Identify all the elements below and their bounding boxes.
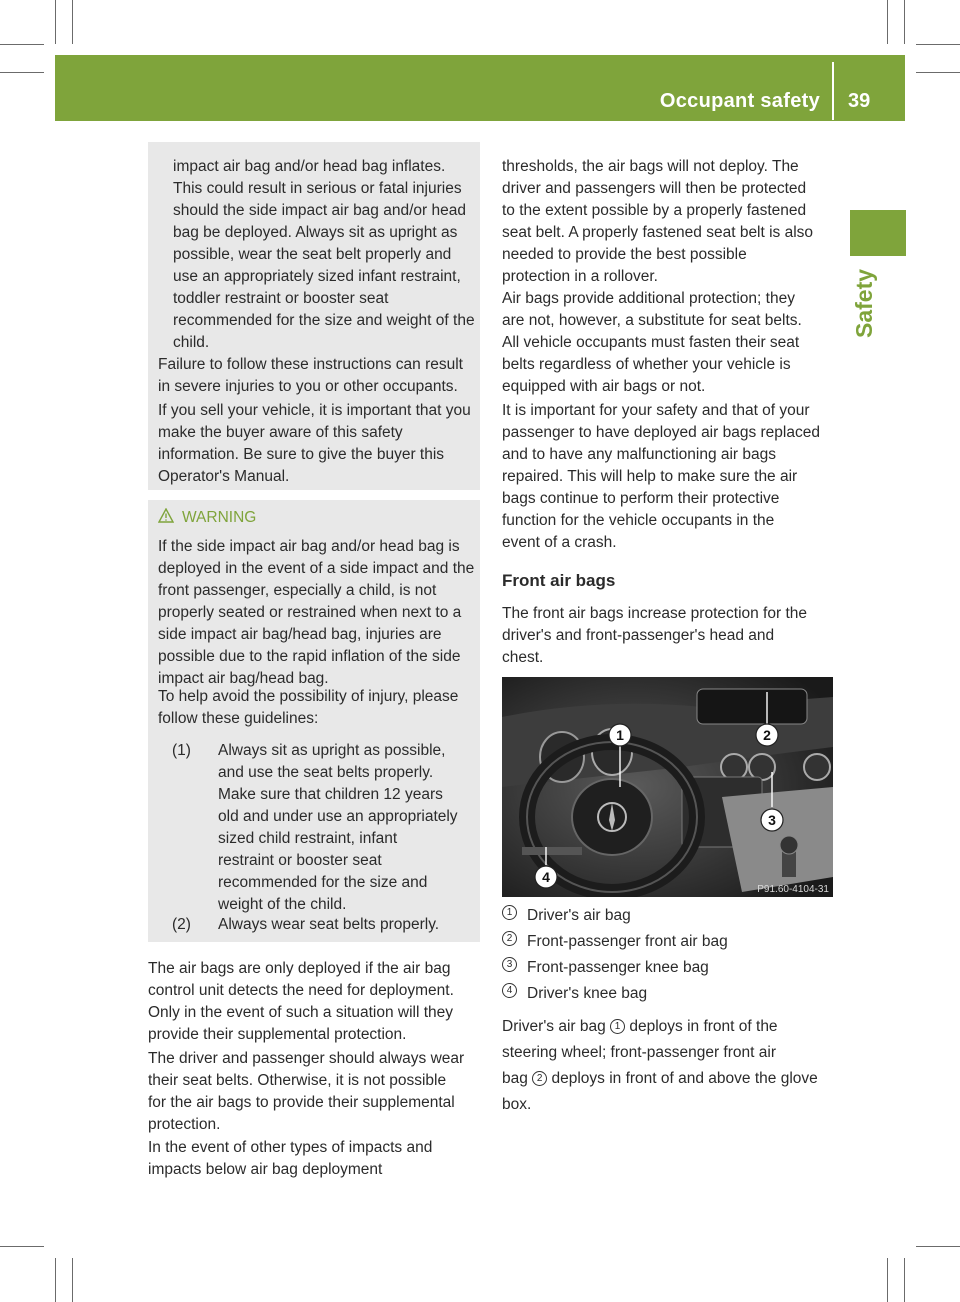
text-line: To help avoid the possibility of injury, please bbox=[158, 688, 459, 705]
text-line: Always wear seat belts properly. bbox=[218, 916, 440, 933]
crop-mark bbox=[0, 44, 44, 45]
text-line: restraint or booster seat bbox=[218, 852, 382, 869]
header-divider bbox=[832, 62, 834, 120]
text-line: It is important for your safety and that of your bbox=[502, 402, 810, 419]
text-line: make the buyer aware of this safety bbox=[158, 424, 403, 441]
text-line: should the side impact air bag and/or head bbox=[173, 202, 466, 219]
callout-number: 2 bbox=[502, 931, 517, 946]
text-line: seat belt. A properly fastened seat belt is also bbox=[502, 224, 814, 241]
text-line: and use the seat belts properly. bbox=[218, 764, 434, 781]
text-line: All vehicle occupants must fasten their seat bbox=[502, 334, 800, 351]
final-text-b: deploys in front of the bbox=[625, 1018, 778, 1035]
text-line: for the air bags to provide their supplemental bbox=[148, 1094, 455, 1111]
dashboard-illustration bbox=[502, 677, 833, 897]
body-paragraph-2 bbox=[148, 1048, 483, 1136]
text-line: The air bags are only deployed if the air bag bbox=[148, 960, 451, 977]
text-line: Failure to follow these instructions can result bbox=[158, 356, 463, 373]
callout-number: 4 bbox=[502, 983, 517, 998]
dashboard-photo bbox=[502, 677, 833, 897]
right-paragraph-4 bbox=[502, 603, 837, 669]
text-line: Make sure that children 12 years bbox=[218, 786, 443, 803]
text-line: The driver and passenger should always wear bbox=[148, 1050, 465, 1067]
section-heading: Front air bags bbox=[502, 571, 616, 590]
text-line: recommended for the size and bbox=[218, 874, 428, 891]
text-line: bags continue to perform their protective bbox=[502, 490, 780, 507]
text-line: possible, wear the seat belt properly and bbox=[173, 246, 452, 263]
photo-callout-1: 1 bbox=[616, 727, 624, 743]
warning-paragraph-1 bbox=[158, 536, 478, 690]
crop-mark bbox=[887, 1258, 888, 1302]
photo-callout-4: 4 bbox=[542, 869, 550, 885]
crop-mark bbox=[72, 0, 73, 44]
box1-text bbox=[173, 156, 478, 354]
text-line: Always sit as upright as possible, bbox=[218, 742, 446, 759]
right-paragraph-3 bbox=[502, 400, 837, 554]
legend-label: Front-passenger front air bag bbox=[527, 933, 728, 950]
text-line: repaired. This will help to make sure the air bbox=[502, 468, 798, 485]
text-line: to the extent possible by a properly fastened bbox=[502, 202, 807, 219]
text-line: In the event of other types of impacts and bbox=[148, 1139, 433, 1156]
text-line: Only in the event of such a situation will they bbox=[148, 1004, 453, 1021]
crop-mark bbox=[887, 0, 888, 44]
text-line: thresholds, the air bags will not deploy. The bbox=[502, 158, 799, 175]
crop-mark bbox=[72, 1258, 73, 1302]
photo-code: P91.60-4104-31 bbox=[757, 884, 829, 895]
text-line: chest. bbox=[502, 649, 544, 666]
text-line: driver's and front-passenger's head and bbox=[502, 627, 775, 644]
legend-item-4 bbox=[502, 983, 647, 1005]
text-line: use an appropriately sized infant restraint, bbox=[173, 268, 461, 285]
crop-mark bbox=[916, 72, 960, 73]
crop-mark bbox=[0, 72, 44, 73]
warning-label: WARNING bbox=[182, 509, 257, 526]
crop-mark bbox=[916, 44, 960, 45]
text-line: Operator's Manual. bbox=[158, 468, 290, 485]
final-text-d: bag bbox=[502, 1070, 533, 1087]
guideline-number-2: (2) bbox=[172, 916, 191, 933]
body-paragraph-1 bbox=[148, 958, 483, 1046]
text-line: sized child restraint, infant bbox=[218, 830, 398, 847]
text-line: driver and passengers will then be protected bbox=[502, 180, 807, 197]
text-line: control unit detects the need for deployment. bbox=[148, 982, 454, 999]
photo-callout-2: 2 bbox=[763, 727, 771, 743]
text-line: This could result in serious or fatal injuries bbox=[173, 180, 462, 197]
text-line: The front air bags increase protection for the bbox=[502, 605, 807, 622]
text-line: front passenger, especially a child, is not bbox=[158, 582, 437, 599]
body-paragraph-3 bbox=[148, 1137, 483, 1181]
text-line: event of a crash. bbox=[502, 534, 617, 551]
text-line: and to have any malfunctioning air bags bbox=[502, 446, 777, 463]
text-line: possible due to the rapid inflation of the side bbox=[158, 648, 461, 665]
crop-mark bbox=[916, 1246, 960, 1247]
section-tab: Safety bbox=[851, 268, 877, 338]
right-paragraph-1 bbox=[502, 156, 837, 288]
text-line: their seat belts. Otherwise, it is not possible bbox=[148, 1072, 447, 1089]
page-title: Occupant safety bbox=[659, 90, 820, 112]
text-line: provide their supplemental protection. bbox=[148, 1026, 407, 1043]
text-line: If the side impact air bag and/or head bag is bbox=[158, 538, 460, 555]
box1-paragraph-2 bbox=[158, 354, 478, 398]
text-line: passenger to have deployed air bags replaced bbox=[502, 424, 820, 441]
photo-callout-3: 3 bbox=[768, 812, 776, 828]
text-line: protection. bbox=[148, 1116, 221, 1133]
text-line: Air bags provide additional protection; they bbox=[502, 290, 795, 307]
text-line: recommended for the size and weight of the bbox=[173, 312, 475, 329]
legend-item-1 bbox=[502, 905, 631, 927]
guideline-item-1 bbox=[218, 740, 478, 916]
legend-item-2 bbox=[502, 931, 728, 953]
legend-item-3 bbox=[502, 957, 709, 979]
text-line: belts regardless of whether your vehicle is bbox=[502, 356, 791, 373]
callout-number: 3 bbox=[502, 957, 517, 972]
crop-mark bbox=[55, 0, 56, 44]
text-line: function for the vehicle occupants in the bbox=[502, 512, 775, 529]
callout-number: 1 bbox=[610, 1019, 625, 1034]
text-line: needed to provide the best possible bbox=[502, 246, 747, 263]
text-line: are not, however, a substitute for seat belts. bbox=[502, 312, 802, 329]
text-line: side impact air bag/head bag, injuries are bbox=[158, 626, 442, 643]
guideline-number-1: (1) bbox=[172, 742, 191, 759]
text-line: If you sell your vehicle, it is important that you bbox=[158, 402, 471, 419]
legend-label: Driver's knee bag bbox=[527, 985, 648, 1002]
text-line: follow these guidelines: bbox=[158, 710, 319, 727]
warning-triangle-icon bbox=[158, 508, 174, 528]
crop-mark bbox=[55, 1258, 56, 1302]
guideline-item-2 bbox=[218, 914, 478, 936]
page-number: 39 bbox=[848, 90, 871, 112]
text-line: properly seated or restrained when next to a bbox=[158, 604, 462, 621]
crop-mark bbox=[904, 0, 905, 44]
text-line: in severe injuries to you or other occupants. bbox=[158, 378, 458, 395]
callout-number: 1 bbox=[502, 905, 517, 920]
final-paragraph bbox=[502, 1014, 837, 1118]
text-line: impacts below air bag deployment bbox=[148, 1161, 383, 1178]
final-text-a: Driver's air bag bbox=[502, 1018, 611, 1035]
callout-number: 2 bbox=[532, 1071, 547, 1086]
text-line: old and under use an appropriately bbox=[218, 808, 458, 825]
warning-paragraph-2 bbox=[158, 686, 478, 730]
text-line: child. bbox=[173, 334, 210, 351]
text-line: protection in a rollover. bbox=[502, 268, 658, 285]
box1-paragraph-3 bbox=[158, 400, 478, 488]
legend-label: Front-passenger knee bag bbox=[527, 959, 709, 976]
text-line: equipped with air bags or not. bbox=[502, 378, 706, 395]
text-line: information. Be sure to give the buyer this bbox=[158, 446, 445, 463]
side-marker bbox=[850, 210, 906, 256]
text-line: impact air bag/head bag. bbox=[158, 670, 329, 687]
final-text-f: box. bbox=[502, 1096, 532, 1113]
final-text-e: deploys in front of and above the glove bbox=[547, 1070, 818, 1087]
text-line: bag be deployed. Always sit as upright as bbox=[173, 224, 458, 241]
final-text-c: steering wheel; front-passenger front air bbox=[502, 1044, 776, 1061]
legend-label: Driver's air bag bbox=[527, 907, 631, 924]
warning-heading bbox=[158, 508, 256, 528]
text-line: deployed in the event of a side impact and the bbox=[158, 560, 475, 577]
text-line: impact air bag and/or head bag inflates. bbox=[173, 158, 446, 175]
crop-mark bbox=[904, 1258, 905, 1302]
text-line: weight of the child. bbox=[218, 896, 347, 913]
text-line: toddler restraint or booster seat bbox=[173, 290, 389, 307]
crop-mark bbox=[0, 1246, 44, 1247]
right-paragraph-2 bbox=[502, 288, 837, 398]
